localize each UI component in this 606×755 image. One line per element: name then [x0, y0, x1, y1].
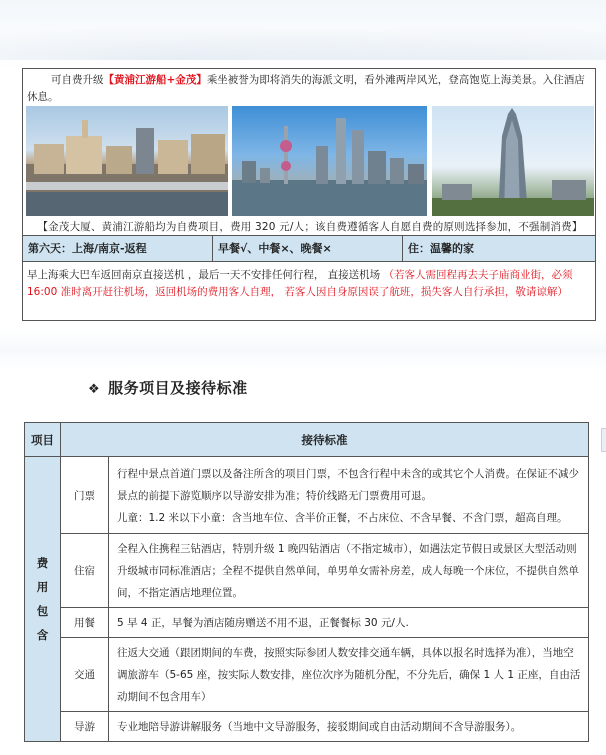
column-header-item: 项目: [25, 423, 61, 457]
side-char: 费: [36, 556, 49, 570]
accommodation-info: 住：温馨的家: [408, 242, 474, 255]
itinerary-box: [22, 68, 596, 321]
table-row: [25, 638, 589, 712]
diamond-bullet-icon: ❖: [88, 382, 101, 397]
section-title: 服务项目及接待标准: [108, 379, 248, 397]
meals-description: [109, 608, 589, 638]
category-guide: 导游: [61, 712, 109, 742]
intro-paragraph: [27, 72, 593, 106]
intro-text-rest: 乘坐被誉为即将消失的海派文明，看外滩两岸风光，登高饱览上海美景。入住酒店休息。: [27, 74, 585, 103]
category-tickets: 门票: [61, 457, 109, 534]
side-scroll-tab[interactable]: [601, 428, 606, 452]
day-plain-text: 早上海乘大巴车返回南京直接送机 ，最后一天不安排任何行程， 直接送机场: [27, 269, 384, 281]
side-char: 包: [36, 604, 49, 618]
transport-description: [109, 638, 589, 712]
table-row: [25, 457, 589, 534]
intro-text: 可自费升级: [51, 74, 104, 86]
category-transport: 交通: [61, 638, 109, 712]
table-header-row: [25, 423, 589, 457]
column-header-standard: 接待标准: [61, 423, 589, 457]
divider-band: [0, 330, 606, 370]
description-line: 往返大交通（跟团期间的车费，按照实际参团人数安排交通车辆，具体以报名时选择为准），当地空调旅游车（5-65 座，按实际人数安排，座位次序为随机分配，不分先后，确保 1 人 1 正座，自由活动期间不包含用车）: [117, 647, 581, 703]
section-heading: [88, 377, 248, 398]
day-title: 第六天：上海/南京-返程: [23, 236, 213, 261]
description-line: 行程中景点首道门票以及备注所含的项目门票，不包含行程中未含的或其它个人消费。在保证不减少景点的前提下游览顺序以导游安排为准；特价线路无门票费用可退。: [117, 467, 579, 502]
description-line: 5 早 4 正，早餐为酒店随房赠送不用不退，正餐餐标 30 元/人.: [117, 617, 409, 629]
tickets-description: [109, 457, 589, 534]
upgrade-highlight: 【黄浦江游船+金茂】: [103, 74, 207, 86]
category-accommodation: 住宿: [61, 534, 109, 608]
header-background: [0, 0, 606, 70]
description-line: 儿童：1.2 米以下小童：含当地车位、含半价正餐，不占床位、不含早餐、不含门票，超高自理。: [117, 511, 568, 524]
day-six-description: [27, 267, 593, 301]
service-standards-table: [24, 422, 589, 742]
description-line: 全程入住携程三钻酒店，特别升级 1 晚四钻酒店（不指定城市），如遇法定节假日或景区大型活动则升级城市同标准酒店；全程不提供自然单间，单男单女需补房差，成人每晚一个床位，不提供自然单间，不指定酒店地理位置。: [117, 543, 579, 599]
table-row: [25, 712, 589, 742]
category-meals: 用餐: [61, 608, 109, 638]
bund-skyline-photo: [26, 106, 228, 216]
description-line: 专业地陪导游讲解服务（当地中文导游服务，接驳期间或自由活动期间不含导游服务）。: [117, 721, 522, 733]
table-row: [25, 608, 589, 638]
side-char: 含: [36, 628, 49, 642]
fee-included-label: [25, 457, 61, 742]
side-char: 用: [36, 580, 49, 594]
day-warning-text: （若客人需回程再去夫子庙商业街，必须 16:00 准时离开赶往机场，返回机场的费用客人自理， 若客人因自身原因误了航班，损失客人自行承担，敬请谅解）: [27, 269, 573, 298]
guide-description: [109, 712, 589, 742]
accommodation-description: [109, 534, 589, 608]
jinmao-tower-photo: [432, 106, 594, 216]
meals-info: 早餐√、中餐×、晚餐×: [213, 236, 403, 261]
day-six-header: [23, 235, 595, 262]
pudong-skyline-photo: [232, 106, 427, 216]
self-pay-note: 【金茂大厦、黄浦江游船均为自费项目，费用 320 元/人；该自费遵循客人自愿自费的原则选择参加，不强制消费】: [37, 221, 583, 233]
table-row: [25, 534, 589, 608]
